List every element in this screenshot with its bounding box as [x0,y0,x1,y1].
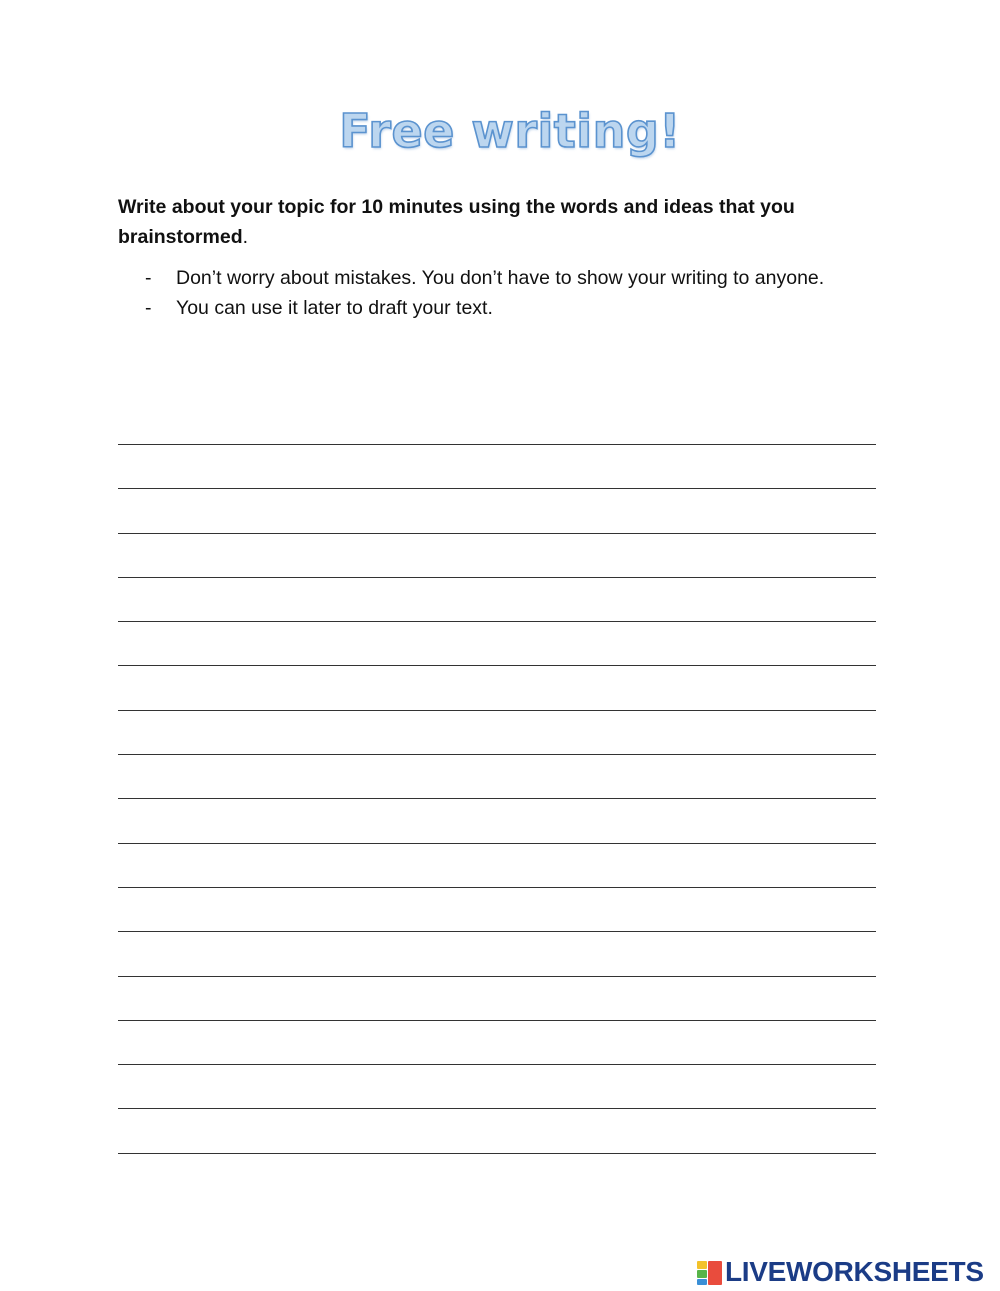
tip-dash: - [145,296,152,319]
writing-line[interactable] [118,797,876,799]
liveworksheets-blocks-icon [697,1259,723,1285]
writing-line[interactable] [118,443,876,445]
instruction-end: . [242,226,249,248]
writing-area[interactable] [118,443,876,1196]
worksheet-title: Free writing! [339,104,681,158]
logo-text: LIVEWORKSHEETS [725,1256,984,1287]
writing-line[interactable] [118,1019,876,1021]
writing-line[interactable] [118,886,876,888]
writing-line[interactable] [118,842,876,844]
writing-line[interactable] [118,1107,876,1109]
writing-line[interactable] [118,576,876,578]
tip-text: You can use it later to draft your text. [176,296,493,319]
writing-line[interactable] [118,709,876,711]
writing-line[interactable] [118,1152,876,1154]
writing-line[interactable] [118,930,876,932]
writing-line[interactable] [118,620,876,622]
tip-item [118,264,878,294]
liveworksheets-logo [697,1257,984,1287]
writing-line[interactable] [118,753,876,755]
instruction-bold: Write about your topic for 10 minutes using the words and ideas that you brainstormed [118,196,795,248]
writing-line[interactable] [118,1063,876,1065]
writing-line[interactable] [118,532,876,534]
tip-text: Don’t worry about mistakes. You don’t have to show your writing to anyone. [176,267,825,289]
tip-item [118,294,878,324]
tips-list [118,264,878,323]
tip-dash: - [145,267,152,289]
writing-line[interactable] [118,975,876,977]
writing-line[interactable] [118,487,876,489]
writing-line[interactable] [118,664,876,666]
instruction-text [118,192,878,252]
